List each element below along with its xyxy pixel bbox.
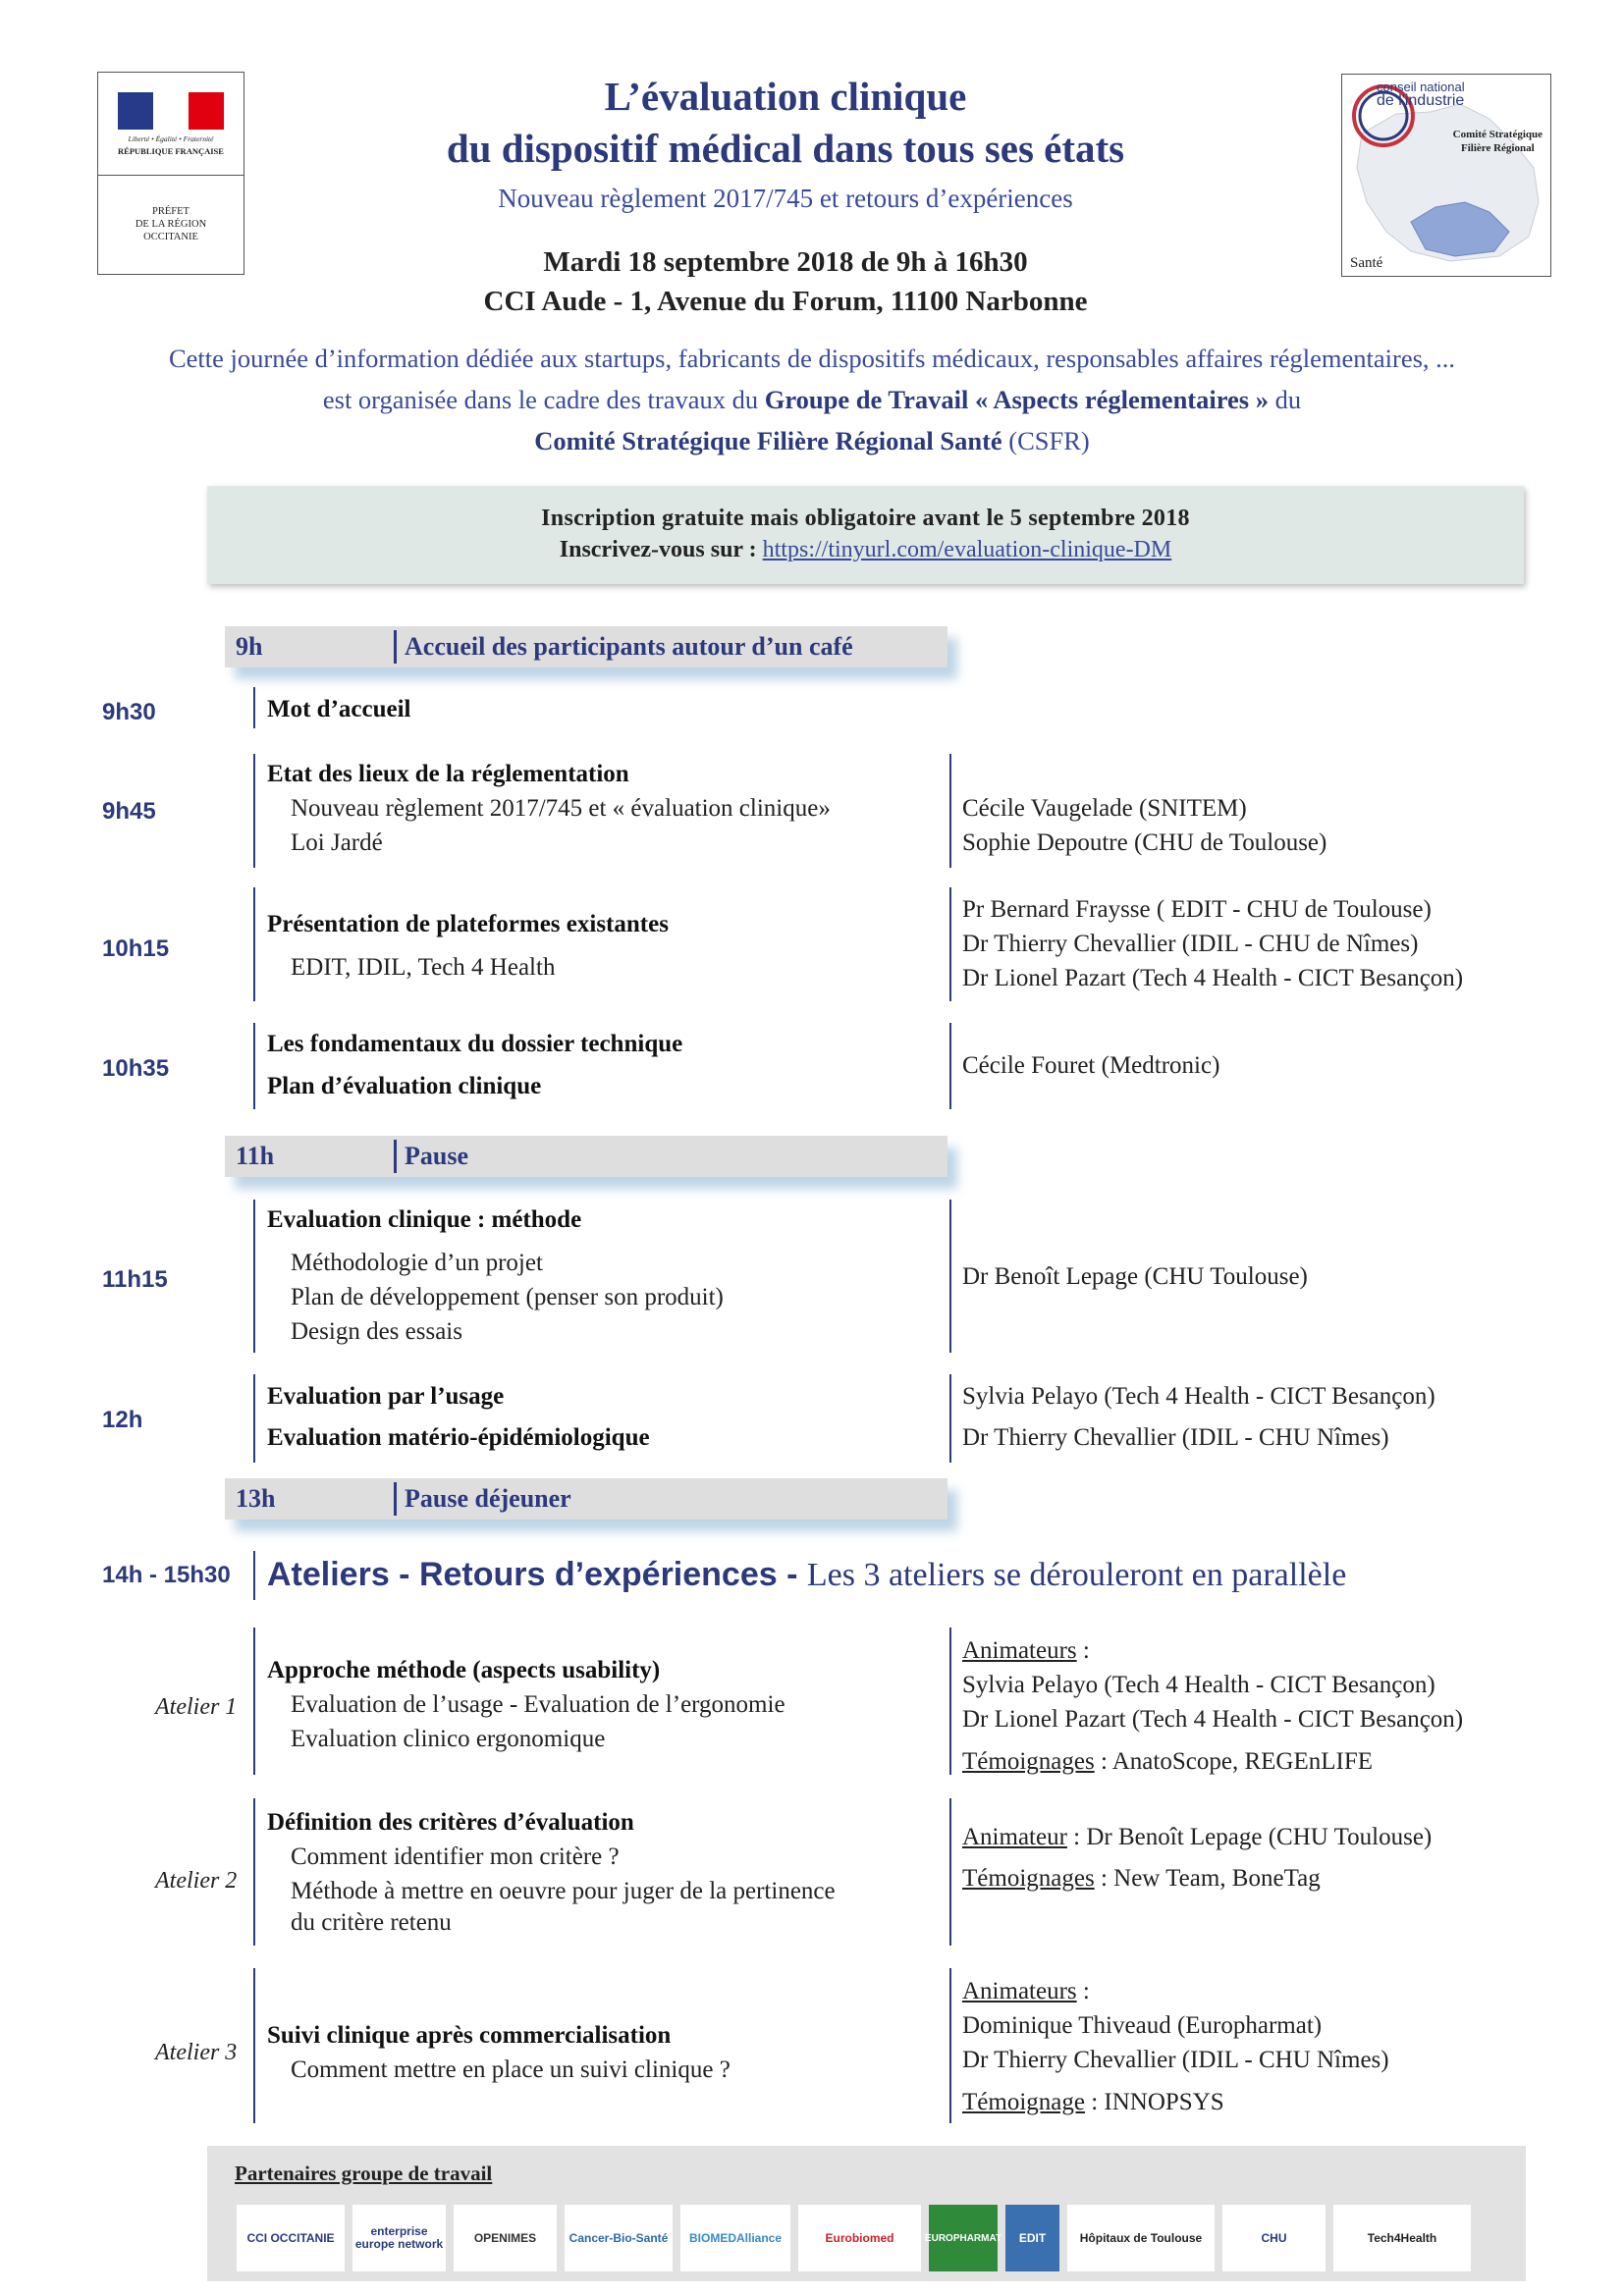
- divider: [253, 1551, 255, 1600]
- divider: [253, 1628, 255, 1775]
- speaker: Dr Benoît Lepage (CHU Toulouse): [962, 1263, 1308, 1290]
- session-item: Nouveau règlement 2017/745 et « évaluation clinique»: [291, 795, 831, 822]
- title-line-1: L’évaluation clinique: [604, 74, 967, 119]
- divider: [253, 887, 255, 1001]
- speaker: Sylvia Pelayo (Tech 4 Health - CICT Besançon): [962, 1383, 1435, 1410]
- cci-occitanie-logo: CCI OCCITANIE: [237, 2205, 345, 2271]
- animators-label: Animateur : Dr Benoît Lepage (CHU Toulouse): [962, 1824, 1433, 1850]
- divider: [949, 1374, 951, 1463]
- csfr-logo: [1341, 74, 1551, 277]
- inscription-deadline: Inscription gratuite mais obligatoire avant le 5 septembre 2018: [541, 506, 1190, 531]
- speaker: Cécile Vaugelade (SNITEM): [962, 795, 1247, 822]
- animators-label: Animateurs :: [962, 1978, 1090, 2004]
- time-12h: 12h: [102, 1407, 143, 1433]
- subtitle: Nouveau règlement 2017/745 et retours d’expériences: [498, 184, 1073, 213]
- divider: [253, 1200, 255, 1353]
- agenda-bar-13h: 13h Pause déjeuner: [225, 1478, 947, 1520]
- atelier-title: Définition des critères d’évaluation: [267, 1809, 634, 1836]
- edit-logo: EDIT: [1005, 2205, 1059, 2271]
- hopitaux-toulouse-logo: Hôpitaux de Toulouse: [1067, 2205, 1215, 2271]
- agenda-bar-11h: 11h Pause: [225, 1136, 947, 1177]
- divider: [949, 1968, 951, 2123]
- partners-title: Partenaires groupe de travail: [235, 2162, 493, 2185]
- time-1035: 10h35: [102, 1055, 170, 1082]
- speaker: Sophie Depoutre (CHU de Toulouse): [962, 829, 1327, 856]
- logo-republic: RÉPUBLIQUE FRANÇAISE: [118, 146, 224, 156]
- openimes-logo: OPENIMES: [454, 2205, 557, 2271]
- testimonials: Témoignages : New Team, BoneTag: [962, 1865, 1321, 1892]
- session-item: EDIT, IDIL, Tech 4 Health: [291, 954, 556, 981]
- ateliers-title: Ateliers - Retours d’expériences - Les 3 ateliers se dérouleront en parallèle: [267, 1556, 1347, 1593]
- event-date: Mardi 18 septembre 2018 de 9h à 16h30: [543, 246, 1028, 278]
- intro-line-1: Cette journée d’information dédiée aux startups, fabricants de dispositifs médicaux, responsables affaires réglementaires, ...: [168, 344, 1456, 373]
- animator: Dr Thierry Chevallier (IDIL - CHU Nîmes): [962, 2047, 1389, 2073]
- atelier-label: Atelier 2: [155, 1868, 238, 1894]
- session-item: Méthodologie d’un projet: [291, 1250, 543, 1276]
- eurobiomed-logo: Eurobiomed: [798, 2205, 921, 2271]
- divider: [949, 754, 951, 868]
- csfr-text: Comité Stratégique Filière Régional: [1452, 129, 1543, 154]
- time-1015: 10h15: [102, 935, 170, 962]
- divider: [949, 1200, 951, 1353]
- speaker: Pr Bernard Fraysse ( EDIT - CHU de Toulouse): [962, 896, 1432, 923]
- inscription-link-line: Inscrivez-vous sur : https://tinyurl.com/evaluation-clinique-DM: [559, 537, 1172, 562]
- testimonials: Témoignages : AnatoScope, REGEnLIFE: [962, 1748, 1373, 1775]
- tech4health-logo: Tech4Health: [1333, 2205, 1471, 2271]
- session-title: Les fondamentaux du dossier technique: [267, 1031, 683, 1057]
- event-place: CCI Aude - 1, Avenue du Forum, 11100 Narbonne: [483, 286, 1088, 317]
- session-item: Design des essais: [291, 1318, 462, 1345]
- prefet-logo: [97, 72, 244, 275]
- cancer-bio-sante-logo: Cancer-Bio-Santé: [565, 2205, 673, 2271]
- divider: [949, 887, 951, 1001]
- biomedalliance-logo: BIOMEDAlliance: [680, 2205, 790, 2271]
- cni-text: conseil national de l'industrie: [1377, 80, 1465, 109]
- session-title-2: Evaluation matério-épidémiologique: [267, 1424, 650, 1451]
- atelier-item: Evaluation de l’usage - Evaluation de l’ergonomie: [291, 1691, 785, 1718]
- chu-logo: CHU: [1222, 2205, 1326, 2271]
- time-ateliers: 14h - 15h30: [102, 1562, 231, 1588]
- animators-label: Animateurs :: [962, 1637, 1090, 1664]
- session-item: Loi Jardé: [291, 829, 383, 856]
- animator: Dr Lionel Pazart (Tech 4 Health - CICT Besançon): [962, 1706, 1464, 1733]
- speaker: Cécile Fouret (Medtronic): [962, 1052, 1220, 1079]
- divider: [253, 1374, 255, 1463]
- session-title: Etat des lieux de la réglementation: [267, 761, 629, 787]
- atelier-item: du critère retenu: [291, 1909, 452, 1936]
- title-line-2: du dispositif médical dans tous ses états: [446, 126, 1125, 171]
- atelier-label: Atelier 1: [155, 1694, 238, 1720]
- session-title: Mot d’accueil: [267, 696, 411, 722]
- divider: [253, 1968, 255, 2123]
- atelier-item: Comment mettre en place un suivi clinique ?: [291, 2056, 731, 2083]
- agenda-bar-9h: 9h Accueil des participants autour d’un café: [225, 626, 947, 667]
- divider: [253, 754, 255, 868]
- registration-link[interactable]: https://tinyurl.com/evaluation-clinique-DM: [762, 537, 1172, 562]
- time-1115: 11h15: [102, 1266, 168, 1293]
- partners-section: [207, 2146, 1526, 2281]
- atelier-label: Atelier 3: [155, 2040, 238, 2065]
- divider: [949, 1798, 951, 1946]
- speaker: Dr Lionel Pazart (Tech 4 Health - CICT Besançon): [962, 965, 1464, 991]
- session-item: Plan de développement (penser son produit): [291, 1284, 724, 1310]
- divider: [949, 1023, 951, 1109]
- atelier-item: Méthode à mettre en oeuvre pour juger de la pertinence: [291, 1878, 836, 1904]
- divider: [253, 687, 255, 728]
- marianne-flag-icon: [118, 92, 224, 130]
- atelier-item: Comment identifier mon critère ?: [291, 1843, 620, 1870]
- animator: Dominique Thiveaud (Europharmat): [962, 2012, 1323, 2039]
- time-0945: 9h45: [102, 798, 156, 825]
- atelier-title: Suivi clinique après commercialisation: [267, 2022, 672, 2049]
- speaker: Dr Thierry Chevallier (IDIL - CHU de Nîmes): [962, 931, 1419, 957]
- intro-line-3: Comité Stratégique Filière Régional Santé (CSFR): [534, 426, 1090, 455]
- animator: Sylvia Pelayo (Tech 4 Health - CICT Besançon): [962, 1672, 1435, 1698]
- session-title-2: Plan d’évaluation clinique: [267, 1073, 542, 1099]
- inscription-box: [207, 486, 1524, 584]
- intro-line-2: est organisée dans le cadre des travaux du Groupe de Travail « Aspects réglementaires » du: [322, 385, 1302, 414]
- divider: [949, 1628, 951, 1775]
- atelier-item: Evaluation clinico ergonomique: [291, 1726, 606, 1752]
- europharmat-logo: EUROPHARMAT: [929, 2205, 998, 2271]
- speaker: Dr Thierry Chevallier (IDIL - CHU Nîmes): [962, 1424, 1389, 1451]
- logo-motto: Liberté • Égalité • Fraternité: [128, 134, 214, 143]
- logo-prefet-text: PRÉFET DE LA RÉGION OCCITANIE: [135, 206, 207, 242]
- session-title: Evaluation clinique : méthode: [267, 1206, 582, 1233]
- een-logo: enterprise europe network: [352, 2205, 446, 2271]
- session-title: Evaluation par l’usage: [267, 1383, 505, 1410]
- time-0930: 9h30: [102, 699, 156, 725]
- divider: [253, 1798, 255, 1946]
- sector-label: Santé: [1350, 255, 1383, 271]
- atelier-title: Approche méthode (aspects usability): [267, 1657, 661, 1683]
- divider: [253, 1023, 255, 1109]
- testimonials: Témoignage : INNOPSYS: [962, 2089, 1224, 2115]
- session-title: Présentation de plateformes existantes: [267, 911, 669, 937]
